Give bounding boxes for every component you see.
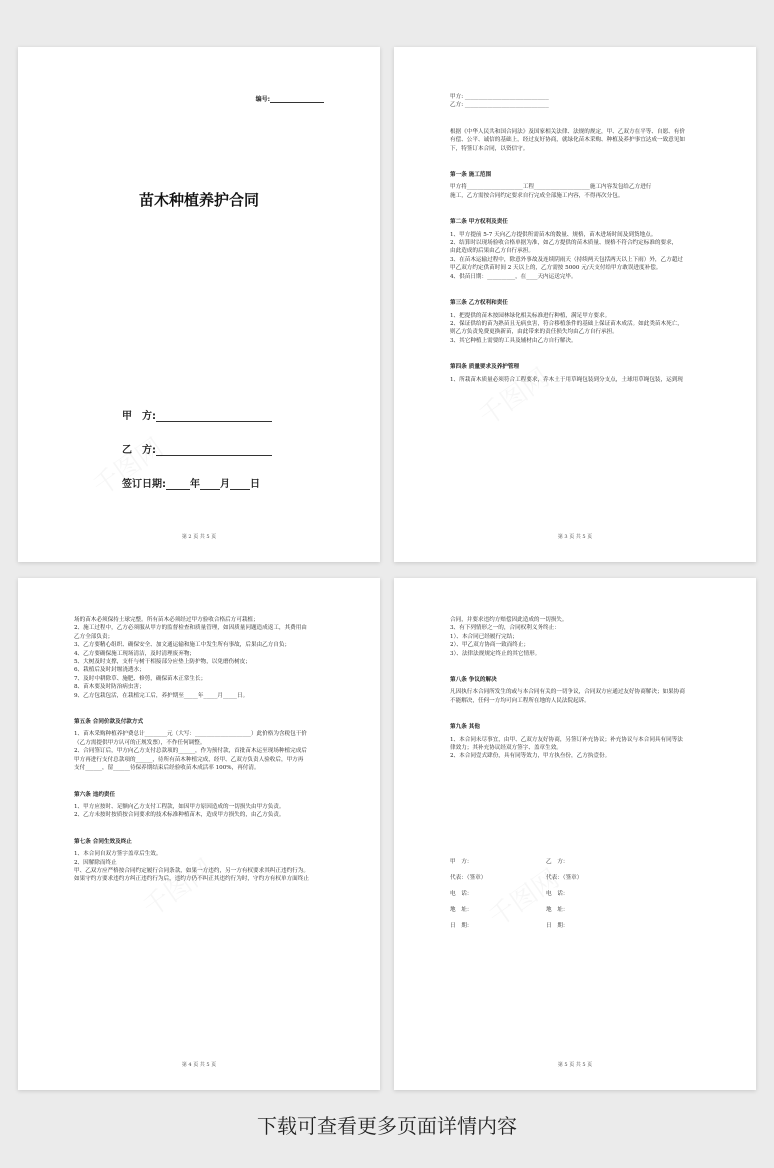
page-number: 第 5 页 共 5 页 (557, 1062, 593, 1068)
sign-date-a: 日 期： (450, 923, 473, 929)
text-line: 如果守约方要求违约方纠正违约行为后，违约方仍不纠正其违约行为时，守约方有权单方面终止 (74, 876, 309, 883)
text-line: 根据《中华人民共和国合同法》及国家相关法律、法规的规定，甲、乙双方在平等、自愿、有价 (450, 128, 685, 135)
text-line: 2）、甲乙双方协商一致而终止； (450, 642, 530, 649)
text-line: 施工，乙方需按合同约定要求自行完成全部施工内容，不得再次分包。 (450, 192, 624, 199)
contract-number-field (256, 94, 324, 103)
text-line: 1、甲方提前 5-7 天向乙方提供所需苗木的数量、规格，苗木进场时间及到货地点。 (450, 231, 657, 238)
section-title: 第二条 甲方权利及责任 (450, 219, 508, 226)
text-line: 有偿、公平、诚信的基础上，经过友好协商，就绿化苗木采购、种植及养护事宜达成一致意见如 (450, 137, 685, 144)
contract-title: 苗木种植养护合同 (138, 191, 259, 209)
intro-paragraph (450, 128, 704, 153)
day-blank (230, 480, 250, 490)
signature-block (450, 854, 582, 934)
page-body (74, 616, 328, 884)
text-line: 乙方: ______________________________ (450, 102, 549, 109)
year-blank (166, 480, 190, 490)
sign-rep-a: 代表：（签章） (450, 875, 487, 881)
sign-address-b: 地 址： (546, 907, 569, 913)
section-body (450, 688, 704, 705)
text-line: 3、在苗木运输过程中，除意外事故及连续阴雨天（持续两天包括两天以上下雨）外，乙方超过 (450, 256, 683, 263)
month-blank (200, 480, 220, 490)
section-body (450, 231, 704, 281)
text-line: 1）、本合同已经履行完结； (450, 633, 518, 640)
party-b-label: 乙 方: (122, 445, 156, 456)
text-line: 7、及时中耕除草、施肥、修剪，确保苗木正常生长； (74, 675, 207, 682)
section-title: 第四条 质量要求及养护管理 (450, 364, 520, 371)
section-body (74, 616, 328, 700)
text-line: 1、本合同自双方签字盖章后生效。 (74, 851, 162, 858)
section-title: 第三条 乙方权利和责任 (450, 300, 508, 307)
text-line: 4、供苗日期：__________，在____天内运送完毕。 (450, 273, 577, 280)
section-body (450, 183, 704, 200)
section-body (450, 376, 704, 384)
text-line: 8、苗木要及时防治病虫害； (74, 684, 145, 691)
text-line: 6、栽植后及时封堰浇透水； (74, 667, 145, 674)
text-line: 1、苗木采购种植养护费总计________元（大写：____________________）此价格为含税包干价 (74, 731, 307, 738)
sign-address-a: 地 址： (450, 907, 473, 913)
text-line: 律效力；其补充协议经双方签字、盖章生效。 (450, 745, 562, 752)
text-line: 1、本合同未尽事宜，由甲、乙双方友好协商，另签订补充协议；补充协议与本合同具有同等法 (450, 736, 683, 743)
text-line: 3、乙方要精心组织、确保安全、加文通运输和施工中发生所有事故，后果由乙方自负； (74, 642, 291, 649)
text-line: 1、把提供的苗木按园林绿化相关标准进行种植，满足甲方要求。 (450, 312, 611, 319)
month-label: 月 (220, 479, 230, 490)
section-title: 第一条 施工范围 (450, 172, 492, 179)
text-line: 9、乙方包栽包活，在栽植完工后，养护期至_____年_____月_____日。 (74, 692, 249, 699)
text-line: 2、乙方未按时按质按合同要求的技术标准种植苗木，造成甲方损失的，由乙方负责。 (74, 812, 285, 819)
party-a-label: 甲 方: (122, 411, 156, 422)
page-body (450, 93, 704, 384)
text-line: 1、甲方应按时、足额向乙方支付工程款，如因甲方原因造成的一切损失由甲方负责。 (74, 803, 285, 810)
section-body (450, 736, 704, 761)
text-line: 不能解决，任何一方均可向工程所在地的人民法院起诉。 (450, 697, 590, 704)
sign-date-field (122, 475, 260, 490)
text-line: 甲方再进行支付总款项的______，待所有苗木种植完成，经甲、乙双方负责人验收后，甲方再 (74, 756, 304, 763)
party-lines (450, 93, 704, 110)
text-line: 甲方将____________________工程____________________施工内容发包给乙方进行 (450, 184, 652, 191)
section-title: 第六条 违约责任 (74, 791, 116, 798)
day-label: 日 (250, 479, 260, 490)
text-line: 2、本合同壹式肆份，具有同等效力，甲方执叁份，乙方执壹份。 (450, 753, 611, 760)
text-line: 3、有下列情形之一的，合同权利义务终止： (450, 625, 560, 632)
section-body (450, 616, 704, 658)
text-line: 3、其它种植上需要的工具及辅材由乙方自行解决。 (450, 337, 577, 344)
text-line: 由此造成的后果由乙方自行承担。 (450, 248, 534, 255)
text-line: 2、施工过程中，乙方必须服从甲方的监督检查和质量管理，如因质量问题造成返工，其费用由 (74, 625, 307, 632)
sign-date-b: 日 期： (546, 923, 569, 929)
section-body (450, 312, 704, 346)
party-b-blank (156, 446, 272, 456)
watermark (84, 428, 169, 503)
contract-page-3 (394, 47, 756, 562)
text-line: 2、因解除而终止 (74, 859, 117, 866)
party-b-field (122, 441, 272, 456)
sign-phone-b: 电 话： (546, 891, 569, 897)
text-line: 则乙方负责免费更换新苗，由此带来的责任损失均由乙方自行承担。 (450, 329, 618, 336)
text-line: 场的苗木必须保持土球完整。所有苗木必须经过甲方验收合格后方可栽植； (74, 617, 259, 623)
text-line: 2、保证供给的苗为熟苗且无病虫害，符合移植条件的基础上保证苗木成活。如此类苗木死亡， (450, 320, 683, 327)
page-number: 第 4 页 共 5 页 (181, 1062, 217, 1068)
text-line: 2、结算时以现场验收合格单据为准，如乙方提供的苗木质量、规格不符合约定标准的要求， (450, 240, 678, 247)
text-line: 4、乙方要确保施工现场清洁，及时清理废弃物； (74, 650, 196, 657)
text-line: 3）、法律法规规定终止的其它情形。 (450, 650, 541, 657)
text-line: （乙方需提供甲方认可的正规发票），不作任何调整。 (74, 739, 206, 746)
party-a-field (122, 407, 272, 422)
year-label: 年 (190, 479, 200, 490)
section-body (74, 850, 328, 884)
download-caption: 下载可查看更多页面详情内容 (257, 1114, 517, 1138)
contract-number-blank (270, 96, 324, 103)
page-body (450, 616, 704, 761)
text-line: 合同，并要求违约方赔偿因此造成的一切损失。 (450, 617, 568, 623)
page-number: 第 3 页 共 5 页 (557, 534, 593, 540)
section-body (74, 730, 328, 772)
section-body (74, 803, 328, 820)
text-line: 凡因执行本合同所发生的或与本合同有关的一切争议，合同双方应通过友好协商解决；如果协商 (450, 689, 685, 696)
text-line: 2、合同签订后，甲方向乙方支付总款项的______，作为预付款，首批苗木运至现场种植完成后 (74, 748, 307, 755)
text-line: 甲方: ______________________________ (450, 94, 549, 100)
sign-party-b: 乙 方： (546, 859, 569, 865)
contract-page-4 (18, 578, 380, 1090)
text-line: 甲、乙双方应严格按合同约定履行合同条款，如果一方违约，另一方有权要求其纠正违约行为。 (74, 867, 309, 874)
text-line: 乙方全部负责； (74, 633, 114, 640)
section-title: 第五条 合同价款及付款方式 (74, 719, 144, 726)
section-title: 第九条 其他 (450, 724, 480, 731)
text-line: 甲乙双方约定供苗时间 2 天以上的，乙方需按 5000 元/天支付给甲方敢误进度补偿。 (450, 265, 662, 272)
contract-page-5 (394, 578, 756, 1090)
sign-date-label: 签订日期: (122, 479, 166, 490)
contract-cover-page (18, 47, 380, 562)
party-a-blank (156, 412, 272, 422)
sign-rep-b: 代表：（签章） (546, 875, 583, 881)
sign-phone-a: 电 话： (450, 891, 473, 897)
text-line: 下，特签订本合同，以资信守。 (450, 145, 529, 152)
contract-number-label: 编号: (255, 96, 270, 103)
text-line: 1、所栽苗木质量必须符合工程要求，乔木土于用草绳包装到分支点，土球用草绳包装，运到现 (450, 376, 683, 383)
section-title: 第八条 争议的解决 (450, 677, 497, 684)
sign-party-a: 甲 方： (450, 859, 473, 865)
page-number: 第 2 页 共 5 页 (181, 534, 217, 540)
section-title: 第七条 合同生效及终止 (74, 838, 132, 845)
text-line: 5、大树及时支撑，支杆与树干相接部分应垫上防护物，以免磨伤树皮； (74, 659, 251, 666)
text-line: 支付______，留______待保养期结束后经验收苗木成活率 100%，再付清。 (74, 765, 260, 772)
